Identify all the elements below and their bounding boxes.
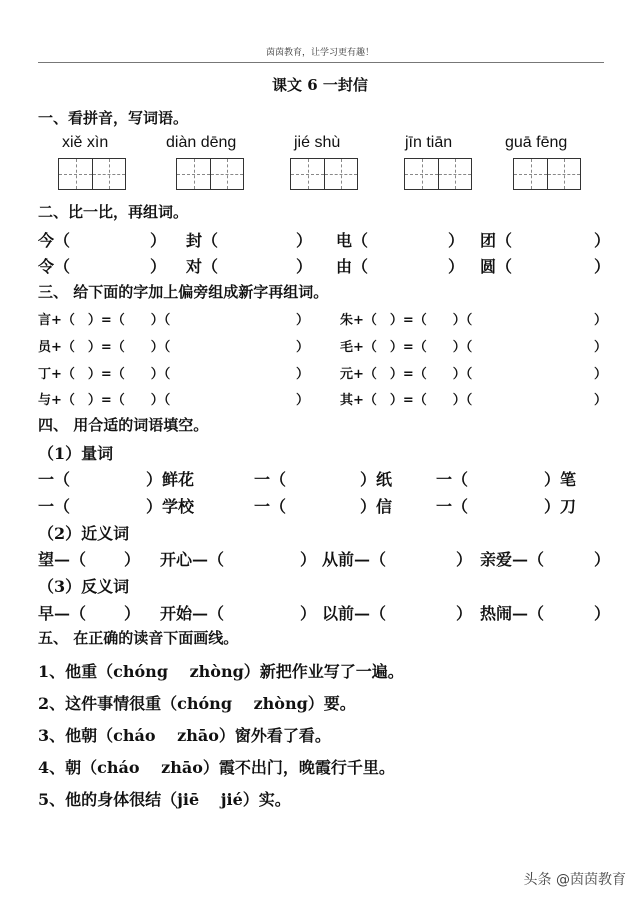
s4-r2-c: 一（ (436, 497, 469, 516)
s5-line-3: 3、他朝（cháo zhāo）窗外看了看。 (38, 726, 331, 745)
s4-r4-c: 以前—（ (322, 604, 387, 623)
s2-r2-a-close: ） (150, 257, 167, 276)
section-5-title: 五、 在正确的读音下面画线。 (38, 629, 239, 647)
s4-r3-c: 从前—（ (322, 550, 387, 569)
s4-sub-antonym: （3）反义词 (38, 577, 130, 596)
page-header: 茵茵教育，让学习更有趣！ (265, 48, 374, 58)
s2-r1-c-close: ） (448, 231, 465, 250)
s4-sub-synonym: （2）近义词 (38, 524, 130, 543)
s3-r3-left-close: ） (296, 367, 310, 382)
s3-r3-right-close: ） (594, 367, 608, 382)
page-title: 课文 6 一封信 (272, 76, 368, 94)
s4-r2-c-close: ）刀 (544, 497, 577, 516)
s4-r3-d: 亲爱—（ (480, 550, 545, 569)
s4-r4-b-close: ） (300, 604, 317, 623)
s2-r2-b: 对（ (186, 257, 219, 276)
s4-r4-a-close: ） (124, 604, 141, 623)
s2-r2-d: 圆（ (480, 257, 513, 276)
s5-line-1: 1、他重（chóng zhòng）新把作业写了一遍。 (38, 662, 404, 681)
s3-r1-right-close: ） (594, 313, 608, 328)
s3-r4-right: 其+（ ）=（ ）（ (340, 393, 473, 408)
s2-r2-c: 由（ (336, 257, 369, 276)
header-divider (38, 62, 604, 63)
s4-r1-c: 一（ (436, 470, 469, 489)
s3-r3-right: 元+（ ）=（ ）（ (340, 367, 473, 382)
s3-r4-right-close: ） (594, 393, 608, 408)
section-2-title: 二、比一比，再组词。 (38, 203, 189, 221)
s4-r1-a-close: ）鲜花 (146, 470, 195, 489)
watermark: 头条 @茵茵教育 (523, 872, 626, 888)
s4-r3-a-close: ） (124, 550, 141, 569)
s4-r4-c-close: ） (456, 604, 473, 623)
s3-r1-left-close: ） (296, 313, 310, 328)
s2-r1-a: 今（ (38, 231, 71, 250)
s2-r2-c-close: ） (448, 257, 465, 276)
s3-r2-left: 员+（ ）=（ ）（ (38, 340, 171, 355)
s4-r3-a: 望—（ (38, 550, 87, 569)
writing-grid-4[interactable] (404, 158, 472, 190)
s4-r1-b: 一（ (254, 470, 287, 489)
s2-r2-b-close: ） (296, 257, 313, 276)
s4-r2-a: 一（ (38, 497, 71, 516)
pinyin-2: diàn dēng (166, 134, 237, 151)
pinyin-5: guā fēng (505, 134, 568, 151)
s4-r2-b-close: ）信 (360, 497, 393, 516)
s3-r2-left-close: ） (296, 340, 310, 355)
s2-r1-b: 封（ (186, 231, 219, 250)
s2-r1-d-close: ） (594, 231, 611, 250)
s2-r2-d-close: ） (594, 257, 611, 276)
s3-r4-left: 与+（ ）=（ ）（ (38, 393, 171, 408)
section-4-title: 四、 用合适的词语填空。 (38, 416, 209, 434)
s5-line-4: 4、朝（cháo zhāo）霞不出门，晚霞行千里。 (38, 758, 395, 777)
s3-r1-right: 朱+（ ）=（ ）（ (340, 313, 473, 328)
s3-r4-left-close: ） (296, 393, 310, 408)
s4-sub-measure: （1）量词 (38, 444, 114, 463)
s5-line-2: 2、这件事情很重（chóng zhòng）要。 (38, 694, 356, 713)
s4-r3-c-close: ） (456, 550, 473, 569)
s4-r4-d-close: ） (594, 604, 611, 623)
s4-r1-c-close: ）笔 (544, 470, 577, 489)
pinyin-4: jīn tiān (405, 134, 453, 151)
s3-r2-right: 毛+（ ）=（ ）（ (340, 340, 473, 355)
s4-r3-b-close: ） (300, 550, 317, 569)
s4-r1-b-close: ）纸 (360, 470, 393, 489)
s5-line-5: 5、他的身体很结（jiē jié）实。 (38, 790, 291, 809)
s2-r1-d: 团（ (480, 231, 513, 250)
pinyin-1: xiě xìn (62, 134, 109, 151)
s4-r3-b: 开心—（ (160, 550, 225, 569)
s3-r3-left: 丁+（ ）=（ ）（ (38, 367, 171, 382)
s4-r1-a: 一（ (38, 470, 71, 489)
section-1-title: 一、看拼音，写词语。 (38, 109, 189, 127)
s4-r3-d-close: ） (594, 550, 611, 569)
s2-r1-c: 电（ (336, 231, 369, 250)
s2-r2-a: 令（ (38, 257, 71, 276)
s3-r2-right-close: ） (594, 340, 608, 355)
s4-r4-d: 热闹—（ (480, 604, 545, 623)
pinyin-3: jié shù (294, 134, 341, 151)
s4-r2-b: 一（ (254, 497, 287, 516)
writing-grid-2[interactable] (176, 158, 244, 190)
s4-r4-a: 早—（ (38, 604, 87, 623)
writing-grid-3[interactable] (290, 158, 358, 190)
section-3-title: 三、 给下面的字加上偏旁组成新字再组词。 (38, 283, 329, 301)
writing-grid-1[interactable] (58, 158, 126, 190)
s4-r2-a-close: ）学校 (146, 497, 195, 516)
s3-r1-left: 言+（ ）=（ ）（ (38, 313, 171, 328)
s2-r1-a-close: ） (150, 231, 167, 250)
writing-grid-5[interactable] (513, 158, 581, 190)
s4-r4-b: 开始—（ (160, 604, 225, 623)
s2-r1-b-close: ） (296, 231, 313, 250)
